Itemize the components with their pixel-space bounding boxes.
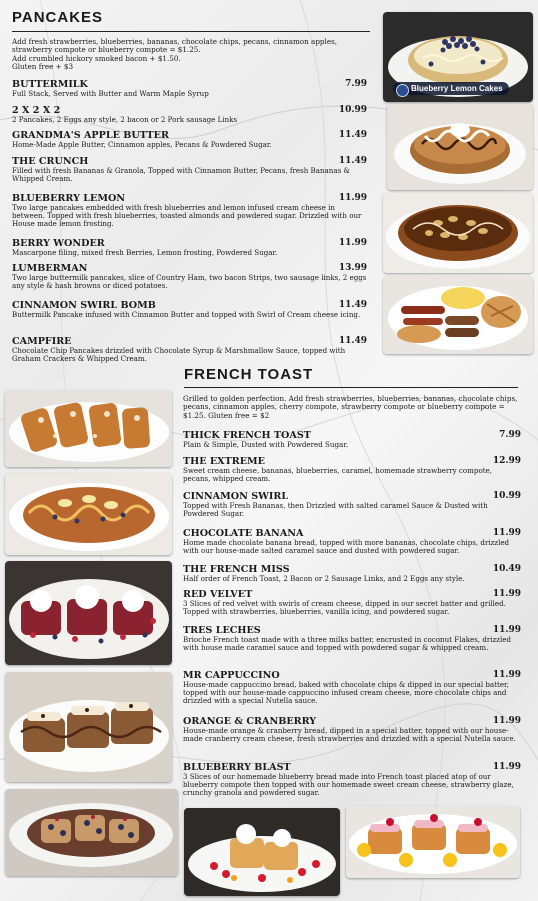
photo-tres-leches bbox=[5, 390, 172, 467]
item-description: 2 Pancakes, 2 Eggs any style, 2 bacon or 2 Pork sausage Links bbox=[12, 115, 238, 124]
item-price: 13.99 bbox=[338, 263, 367, 273]
item-price: 11.49 bbox=[338, 336, 367, 346]
item-name: 2 X 2 X 2 bbox=[12, 105, 61, 116]
item-price: 7.99 bbox=[345, 79, 367, 89]
menu-item-the-french-miss bbox=[183, 564, 521, 583]
item-name: CINNAMON SWIRL BOMB bbox=[12, 300, 156, 311]
item-price: 11.99 bbox=[492, 625, 521, 635]
item-description: Filled with fresh Bananas & Granola, Topped with Cinnamon Butter, Pecans, fresh Bananas & Whipped Cream. bbox=[12, 166, 350, 184]
item-price: 11.99 bbox=[492, 528, 521, 538]
item-name: THE EXTREME bbox=[183, 456, 265, 467]
menu-item-the-extreme bbox=[183, 456, 521, 483]
logo-icon bbox=[396, 84, 409, 97]
item-price: 11.99 bbox=[492, 670, 521, 680]
item-name: CAMPFIRE bbox=[12, 336, 72, 347]
menu-item-the-crunch bbox=[12, 156, 367, 183]
menu-item-grandma-s-apple-butter bbox=[12, 130, 367, 149]
photo-lumberman-plate bbox=[383, 276, 533, 354]
photo-pancakes-chocolate-drizzle bbox=[387, 104, 533, 190]
item-name: BLUEBERRY LEMON bbox=[12, 193, 126, 204]
item-name: BLUEBERRY BLAST bbox=[183, 762, 291, 773]
photo-mr-cappuccino bbox=[5, 672, 172, 782]
item-description: Home-Made Apple Butter, Cinnamon apples, Pecans & Powdered Sugar. bbox=[12, 140, 272, 149]
menu-item-tres-leches bbox=[183, 625, 521, 652]
menu-item-cinnamon-swirl bbox=[183, 491, 521, 518]
menu-item-thick-french-toast bbox=[183, 430, 521, 449]
menu-item-berry-wonder bbox=[12, 238, 367, 257]
photo-red-velvet bbox=[5, 561, 172, 665]
item-description: House-made orange & cranberry bread, dipped in a special batter, topped with our house-made cranberry cream cheese, fresh strawberries and drizzled with a special Nutella sauce. bbox=[183, 726, 516, 744]
menu-item-campfire bbox=[12, 336, 367, 363]
item-name: LUMBERMAN bbox=[12, 263, 88, 274]
item-description: Sweet cream cheese, bananas, blueberries, caramel, homemade strawberry compote, pecans, whipped cream. bbox=[183, 466, 493, 484]
item-price: 11.99 bbox=[338, 193, 367, 203]
menu-item-orange-cranberry bbox=[183, 716, 521, 743]
item-name: ORANGE & CRANBERRY bbox=[183, 716, 317, 727]
french-toast-intro: Grilled to golden perfection. Add fresh strawberries, blueberries, bananas, chocolate chips, pecans, cinnamon apples, cherry compote, strawberry compote or blueberry compote = $1.25. Gluten free = $2 bbox=[183, 394, 518, 420]
item-price: 7.99 bbox=[499, 430, 521, 440]
french-toast-title-rule bbox=[184, 387, 518, 388]
item-description: Chocolate Chip Pancakes drizzled with Chocolate Syrup & Marshmallow Sauce, topped with Graham Crackers & Whipped Cream. bbox=[12, 346, 346, 364]
item-name: CINNAMON SWIRL bbox=[183, 491, 289, 502]
photo-strawberry-french-toast bbox=[184, 808, 340, 896]
photo-the-extreme bbox=[5, 473, 172, 555]
item-description: Half order of French Toast, 2 Bacon or 2 Sausage Links, and 2 Eggs any style. bbox=[183, 574, 465, 583]
item-name: RED VELVET bbox=[183, 589, 253, 600]
item-description: Plain & Simple, Dusted with Powdered Sugar. bbox=[183, 440, 349, 449]
menu-item-blueberry-lemon bbox=[12, 193, 367, 229]
item-description: Buttermilk Pancake infused with Cinnamon Butter and topped with Swirl of Cream cheese icing. bbox=[12, 310, 361, 319]
item-price: 11.49 bbox=[338, 130, 367, 140]
item-price: 12.99 bbox=[492, 456, 521, 466]
item-name: BUTTERMILK bbox=[12, 79, 88, 90]
menu-item-2-x-2-x-2 bbox=[12, 105, 367, 124]
pancakes-intro: Add fresh strawberries, blueberries, bananas, chocolate chips, pecans, cinnamon apples, strawberry compote or blueberry compote = $1.25. Add crumbled hickory smoked bacon + $1.50. Gluten free + $3 bbox=[12, 37, 338, 72]
item-name: CHOCOLATE BANANA bbox=[183, 528, 304, 539]
menu-item-buttermilk bbox=[12, 79, 367, 98]
item-description: House-made cappuccino bread, baked with chocolate chips & dipped in our special batter, topped with our house-made cappuccino infused cream cheese, more chocolate chips and drizzled with a special Nutella sauce. bbox=[183, 680, 509, 706]
pancakes-title: PANCAKES bbox=[12, 9, 104, 26]
item-name: TRES LECHES bbox=[183, 625, 261, 636]
menu-item-cinnamon-swirl-bomb bbox=[12, 300, 367, 319]
item-price: 10.99 bbox=[338, 105, 367, 115]
menu-item-chocolate-banana bbox=[183, 528, 521, 555]
item-price: 11.99 bbox=[338, 238, 367, 248]
item-description: Mascarpone filing, mixed fresh Berries, Lemon frosting, Powdered Sugar. bbox=[12, 248, 278, 257]
item-name: MR CAPPUCCINO bbox=[183, 670, 280, 681]
item-name: GRANDMA'S APPLE BUTTER bbox=[12, 130, 169, 141]
item-price: 11.49 bbox=[338, 156, 367, 166]
item-price: 11.49 bbox=[338, 300, 367, 310]
french-toast-title: FRENCH TOAST bbox=[184, 366, 314, 383]
item-price: 11.99 bbox=[492, 762, 521, 772]
item-name: BERRY WONDER bbox=[12, 238, 105, 249]
item-price: 10.99 bbox=[492, 491, 521, 501]
menu-item-lumberman bbox=[12, 263, 367, 290]
item-description: 3 Slices of red velvet with swirls of cream cheese, dipped in our secret batter and grilled. Topped with strawberries, blueberries, vanilla icing, and powdered sugar. bbox=[183, 599, 506, 617]
item-description: 3 Slices of our homemade blueberry bread made into French toast placed atop of our blueberry compote then topped with our homemade sweet cream cheese, strawberry glaze, crunchy granola and powdered sugar. bbox=[183, 772, 514, 798]
menu-item-blueberry-blast bbox=[183, 762, 521, 798]
item-price: 11.99 bbox=[492, 589, 521, 599]
item-name: THE CRUNCH bbox=[12, 156, 89, 167]
photo-blueberry-blast bbox=[5, 789, 178, 876]
photo-orange-cranberry bbox=[346, 806, 520, 878]
photo-caption: Blueberry Lemon Cakes bbox=[393, 82, 509, 95]
item-description: Two large pancakes embedded with fresh blueberries and lemon infused cream cheese in between. Topped with fresh blueberries, toasted almonds and powdered sugar. Drizzled with our House made lemon frosting. bbox=[12, 203, 362, 229]
item-name: THE FRENCH MISS bbox=[183, 564, 290, 575]
item-description: Topped with Fresh Bananas, then Drizzled with salted caramel Sauce & Dusted with Powdered Sugar. bbox=[183, 501, 488, 519]
item-description: Home made chocolate banana bread, topped with more bananas, chocolate chips, drizzled with our house-made salted caramel sauce and dusted with powdered sugar. bbox=[183, 538, 510, 556]
pancakes-title-rule bbox=[12, 31, 370, 32]
menu-item-red-velvet bbox=[183, 589, 521, 616]
item-name: THICK FRENCH TOAST bbox=[183, 430, 311, 441]
photo-blueberry-lemon-cakes bbox=[383, 12, 533, 102]
item-price: 10.49 bbox=[492, 564, 521, 574]
item-description: Full Stack, Served with Butter and Warm Maple Syrup bbox=[12, 89, 209, 98]
item-price: 11.99 bbox=[492, 716, 521, 726]
photo-pancakes-pecans bbox=[383, 193, 533, 273]
item-description: Brioche French toast made with a three milks batter, encrusted in coconut Flakes, drizzled with house made caramel sauce and topped with powdered sugar & whipped cream. bbox=[183, 635, 512, 653]
item-description: Two large buttermilk pancakes, slice of Country Ham, two bacon Strips, two sausage links, 2 eggs any style & hash browns or diced potatoes. bbox=[12, 273, 367, 291]
menu-item-mr-cappuccino bbox=[183, 670, 521, 706]
